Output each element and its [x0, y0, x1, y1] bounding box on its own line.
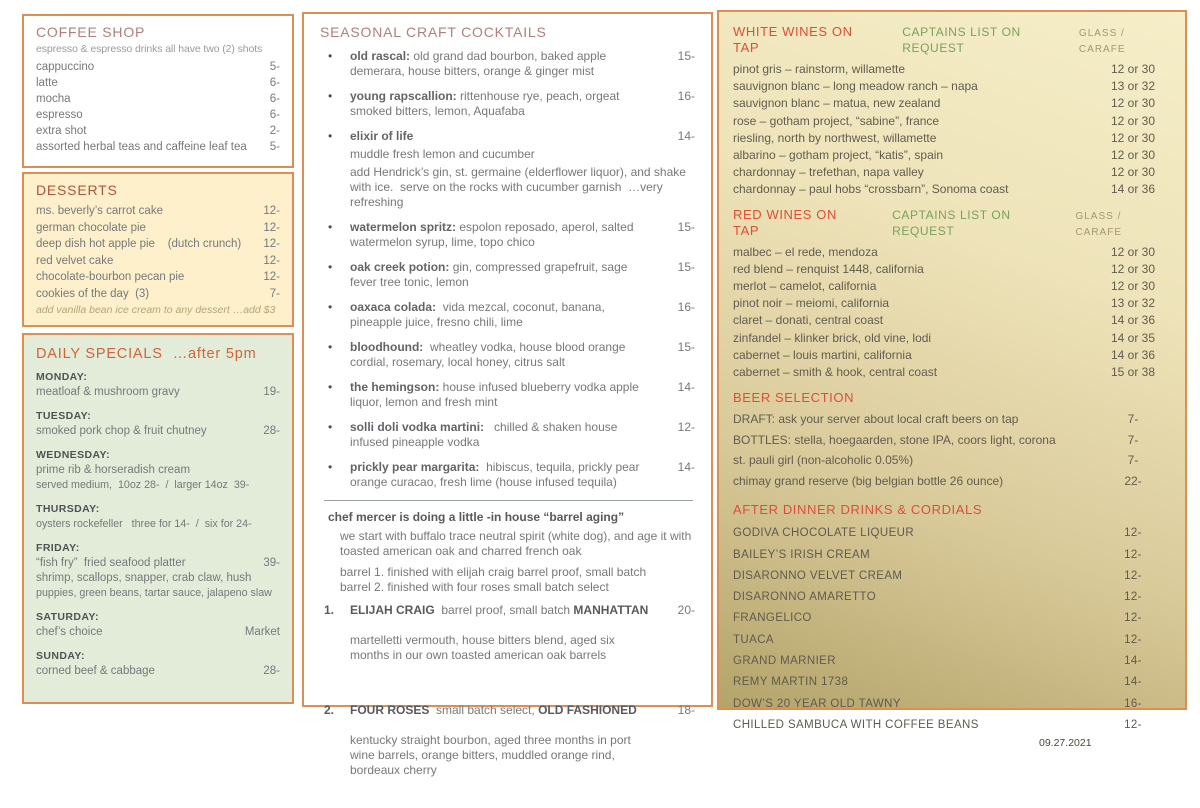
cocktail-text: [350, 460, 655, 490]
item-price: 6-: [269, 109, 280, 121]
day-block-sunday: [36, 649, 280, 679]
wine-row: [733, 364, 1171, 381]
item-name: cookies of the day (3): [36, 287, 150, 300]
cocktail-desc: gin, compressed grapefruit, sage fever tree tonic, lemon: [350, 260, 631, 289]
cocktail-item: [320, 260, 695, 290]
numbered-cocktail: [324, 603, 695, 693]
glass-carafe-columns: GLASS / CARAFE: [1078, 28, 1126, 55]
cocktail-desc: vida mezcal, coconut, banana, pineapple juice, fresno chili, lime: [350, 300, 609, 329]
beer-price: 7-: [1127, 432, 1139, 447]
item-price: 28-: [263, 665, 280, 677]
cocktail-style: MANHATTAN: [573, 603, 649, 617]
item-name: “fish fry” fried seafood platter: [36, 557, 186, 569]
drink-price: 12-: [1124, 718, 1142, 731]
after-dinner-row: [733, 651, 1171, 672]
beer-name: BOTTLES: stella, hoegaarden, stone IPA, coors light, corona: [733, 432, 1056, 447]
wine-row: [733, 95, 1171, 112]
beer-price: 22-: [1124, 473, 1142, 488]
captains-list-note: CAPTAINS LIST ON REQUEST: [902, 25, 1021, 55]
item-name: chocolate-bourbon pecan pie: [36, 271, 185, 283]
drink-price: 12-: [1124, 633, 1142, 646]
drink-price: 12-: [1124, 591, 1142, 604]
red-wines-title: RED WINES ON TAP: [733, 206, 837, 238]
item-price: 19-: [263, 386, 280, 398]
item-name: ms. beverly’s carrot cake: [36, 205, 163, 217]
cocktail-item: [320, 340, 695, 370]
wine-row: [733, 278, 1171, 295]
item-name: red velvet cake: [36, 254, 114, 267]
item-price: 28-: [263, 425, 280, 437]
cocktail-text: [350, 260, 655, 290]
wine-price: 12 or 30: [1110, 165, 1156, 180]
menu-item-row: [36, 220, 280, 237]
drink-name: TUACA: [733, 633, 774, 646]
barrel-line-1: barrel 1. finished with elijah craig barrel proof, small batch: [340, 565, 647, 579]
day-label: TUESDAY:: [36, 410, 92, 422]
cocktail-text: [350, 89, 655, 119]
spirit-mid: small batch select,: [429, 703, 539, 717]
item-number: 2.: [324, 703, 335, 717]
wine-name: chardonnay – trefethan, napa valley: [733, 165, 924, 180]
menu-item-row: [36, 269, 280, 286]
item-name: chef’s choice: [36, 626, 103, 638]
menu-item-row: [36, 625, 280, 640]
item-price: 12-: [263, 238, 280, 250]
day-label: SUNDAY:: [36, 650, 85, 662]
wine-price: 13 or 32: [1110, 296, 1156, 311]
drink-name: REMY MARTIN 1738: [733, 676, 849, 689]
menu-item-row: [36, 664, 280, 679]
item-price: 5-: [269, 61, 280, 73]
drink-price: 14-: [1124, 676, 1142, 689]
item-name: served medium, 10oz 28- / larger 14oz 39-: [36, 479, 250, 491]
cocktail-name: the hemingson:: [350, 380, 440, 394]
after-dinner-row: [733, 715, 1171, 736]
desserts-footnote: add vanilla bean ice cream to any dessert …add $3: [36, 304, 276, 316]
drink-price: 16-: [1124, 697, 1142, 710]
bullet-icon: •: [328, 420, 333, 434]
wine-price: 12 or 30: [1110, 130, 1156, 145]
day-block-saturday: [36, 610, 280, 640]
wine-price: 12 or 30: [1110, 96, 1156, 111]
wine-name: sauvignon blanc – long meadow ranch – napa: [733, 79, 978, 94]
numbered-cocktail-text: [350, 603, 655, 693]
numbered-cocktail: [324, 703, 695, 808]
cocktail-text: [350, 420, 655, 450]
wine-row: [733, 181, 1171, 198]
bullet-icon: •: [328, 89, 333, 103]
drink-name: GRAND MARNIER: [733, 655, 836, 668]
bullet-icon: •: [328, 220, 333, 234]
wine-price: 14 or 36: [1110, 313, 1156, 328]
cocktail-item: [320, 129, 695, 144]
wine-name: cabernet – smith & hook, central coast: [733, 365, 938, 380]
cocktail-text: [350, 129, 655, 144]
item-price: 6-: [269, 93, 280, 105]
after-dinner-row: [733, 630, 1171, 651]
item-price: 5-: [269, 141, 280, 153]
cocktail-name: oak creek potion:: [350, 260, 450, 274]
wine-name: malbec – el rede, mendoza: [733, 244, 878, 259]
wine-price: 12 or 30: [1110, 113, 1156, 128]
menu-item-row: [36, 463, 280, 478]
bullet-icon: •: [328, 260, 333, 274]
day-block-thursday: [36, 502, 280, 532]
item-name: german chocolate pie: [36, 221, 146, 234]
after-dinner-row: [733, 523, 1171, 544]
cocktail-desc: hibiscus, tequila, prickly pear orange curacao, fresh lime (house infused tequila): [350, 460, 643, 489]
glass-carafe-columns: GLASS / CARAFE: [1075, 210, 1122, 238]
item-price: 15-: [677, 340, 695, 354]
cocktail-text: [350, 49, 655, 79]
bullet-icon: •: [328, 129, 333, 143]
drink-price: 12-: [1124, 569, 1142, 582]
spirit-name: FOUR ROSES: [350, 703, 430, 717]
item-price: 16-: [677, 300, 695, 314]
day-block-friday: [36, 541, 280, 601]
cocktail-desc: chilled & shaken house infused pineapple vodka: [350, 420, 621, 449]
section-divider: [324, 500, 693, 501]
cocktail-note: add Hendrick’s gin, st. germaine (elderflower liquor), and shake with ice. serve on the rocks with cucumber garnish …very refreshing: [350, 165, 690, 209]
menu-item-row: [36, 139, 280, 155]
daily-specials-panel: [22, 333, 294, 704]
wine-row: [733, 347, 1171, 364]
item-price: 12-: [263, 271, 280, 283]
item-price: 18-: [677, 703, 695, 717]
white-wines-header: [733, 24, 1171, 58]
item-price: 39-: [263, 557, 280, 569]
item-price: 16-: [677, 89, 695, 103]
cocktail-desc: old grand dad bourbon, baked apple demerara, house bitters, orange & ginger mist: [350, 49, 610, 78]
cocktail-item: [320, 89, 695, 119]
wine-price: 12 or 30: [1110, 279, 1156, 294]
barrel-lines: [320, 565, 695, 595]
day-label: MONDAY:: [36, 371, 88, 383]
item-price: 6-: [269, 77, 280, 89]
menu-item-row: [36, 517, 280, 532]
menu-item-row: [36, 253, 280, 270]
spirit-mid: barrel proof, small batch: [434, 603, 574, 617]
after-dinner-row: [733, 672, 1171, 693]
cocktail-note: muddle fresh lemon and cucumber: [350, 147, 535, 161]
menu-date: 09.27.2021: [1039, 737, 1092, 750]
after-dinner-row: [733, 694, 1171, 715]
wine-name: sauvignon blanc – matua, new zealand: [733, 96, 941, 111]
item-name: mocha: [36, 93, 71, 105]
wine-name: chardonnay – paul hobs “crossbarn”, Sonoma coast: [733, 182, 1009, 197]
wine-name: pinot gris – rainstorm, willamette: [733, 62, 906, 76]
item-name: cappuccino: [36, 61, 95, 73]
item-price: 14-: [677, 129, 695, 143]
cocktail-item: [320, 380, 695, 410]
menu-item-row: [36, 385, 280, 400]
cocktail-name: old rascal:: [350, 49, 411, 63]
drink-price: 12-: [1124, 548, 1142, 561]
beer-name: st. pauli girl (non-alcoholic 0.05%): [733, 453, 914, 468]
cocktail-text: [350, 220, 655, 250]
beer-name: DRAFT: ask your server about local craft beers on tap: [733, 412, 1019, 427]
wine-price: 12 or 30: [1110, 62, 1156, 76]
menu-item-row: [36, 203, 280, 220]
wine-row: [733, 130, 1171, 147]
wine-row: [733, 244, 1171, 261]
drink-name: FRANGELICO: [733, 612, 812, 625]
item-number: 1.: [324, 603, 335, 617]
cocktail-name: prickly pear margarita:: [350, 460, 480, 474]
cocktail-desc: wheatley vodka, house blood orange cordial, rosemary, local honey, citrus salt: [350, 340, 629, 369]
coffee-shop-subtitle: espresso & espresso drinks all have two (2) shots: [36, 43, 263, 55]
drink-name: CHILLED SAMBUCA WITH COFFEE BEANS: [733, 718, 979, 731]
drink-price: 12-: [1124, 612, 1142, 625]
menu-item-row: [36, 478, 280, 493]
coffee-shop-panel: [22, 14, 294, 168]
cocktail-text: [350, 380, 655, 410]
wine-name: zinfandel – klinker brick, old vine, lodi: [733, 330, 932, 345]
after-dinner-row: [733, 545, 1171, 566]
item-price: 12-: [263, 254, 280, 267]
drink-name: BAILEY’S IRISH CREAM: [733, 548, 871, 561]
menu-item-row: [36, 424, 280, 439]
item-price: 2-: [269, 125, 280, 137]
drink-name: DISARONNO VELVET CREAM: [733, 569, 903, 582]
wine-name: claret – donati, central coast: [733, 313, 884, 328]
beer-row: [733, 471, 1171, 492]
wine-name: rose – gotham project, “sabine”, france: [733, 113, 940, 128]
item-price: 12-: [263, 221, 280, 234]
bullet-icon: •: [328, 380, 333, 394]
item-price: Market: [244, 626, 280, 638]
numbered-cocktail-desc: martelletti vermouth, house bitters blend, aged six months in our own toasted american oak barrels: [350, 633, 619, 662]
desserts-title: DESSERTS: [36, 182, 118, 198]
cocktail-name: elixir of life: [350, 129, 414, 143]
beer-row: [733, 430, 1171, 451]
drink-price: 12-: [1124, 527, 1142, 540]
drink-name: DISARONNO AMARETTO: [733, 591, 877, 604]
spacer: [733, 199, 1171, 207]
day-label: SATURDAY:: [36, 611, 99, 623]
item-name: prime rib & horseradish cream: [36, 464, 191, 476]
beer-price: 7-: [1127, 453, 1139, 468]
item-name: puppies, green beans, tartar sauce, jalapeno slaw: [36, 587, 272, 599]
item-name: assorted herbal teas and caffeine leaf tea: [36, 141, 247, 153]
cocktail-item: [320, 220, 695, 250]
cocktail-desc: espolon reposado, aperol, salted watermelon syrup, lime, topo chico: [350, 220, 637, 249]
captains-list-note: CAPTAINS LIST ON REQUEST: [892, 207, 1011, 238]
item-name: smoked pork chop & fruit chutney: [36, 425, 207, 437]
after-dinner-row: [733, 566, 1171, 587]
wine-name: red blend – renquist 1448, california: [733, 261, 924, 276]
item-name: corned beef & cabbage: [36, 665, 155, 677]
wine-name: riesling, north by northwest, willamette: [733, 130, 937, 145]
item-name: latte: [36, 77, 58, 89]
menu-item-row: [36, 75, 280, 91]
item-price: 12-: [677, 420, 695, 434]
menu-item-row: [36, 236, 280, 253]
wine-name: cabernet – louis martini, california: [733, 347, 912, 362]
cocktails-panel: [302, 12, 713, 777]
bullet-icon: •: [328, 340, 333, 354]
item-name: meatloaf & mushroom gravy: [36, 386, 180, 398]
day-block-wednesday: [36, 448, 280, 493]
bullet-icon: •: [328, 460, 333, 474]
item-name: shrimp, scallops, snapper, crab claw, hush: [36, 572, 252, 584]
menu-item-row: [36, 123, 280, 139]
cocktail-name: oaxaca colada:: [350, 300, 437, 314]
bullet-icon: •: [328, 49, 333, 63]
after-dinner-row: [733, 587, 1171, 608]
wine-price: 12 or 30: [1110, 244, 1156, 259]
beer-row: [733, 450, 1171, 471]
wine-row: [733, 330, 1171, 347]
beer-name: chimay grand reserve (big belgian bottle 26 ounce): [733, 473, 1004, 488]
beer-row: [733, 409, 1171, 430]
cocktail-item: [320, 49, 695, 79]
item-price: 15-: [677, 220, 695, 234]
cocktails-title: SEASONAL CRAFT COCKTAILS: [320, 24, 547, 40]
menu-item-row: [36, 91, 280, 107]
day-block-monday: [36, 370, 280, 400]
cocktail-desc: house infused blueberry vodka apple liquor, lemon and fresh mint: [350, 380, 643, 409]
menu-item-row: [36, 286, 280, 303]
drink-price: 14-: [1124, 655, 1142, 668]
day-label: WEDNESDAY:: [36, 449, 111, 461]
wine-price: 14 or 36: [1110, 182, 1156, 197]
wine-row: [733, 312, 1171, 329]
spirit-name: ELIJAH CRAIG: [350, 603, 435, 617]
coffee-shop-title: COFFEE SHOP: [36, 24, 146, 40]
after-dinner-row: [733, 608, 1171, 629]
menu-item-row: [36, 107, 280, 123]
item-price: 14-: [677, 460, 695, 474]
title-text: DAILY SPECIALS: [36, 346, 163, 362]
beer-price: 7-: [1127, 412, 1139, 427]
wine-row: [733, 113, 1171, 130]
cocktail-name: watermelon spritz:: [350, 220, 457, 234]
cocktail-desc: rittenhouse rye, peach, orgeat smoked bitters, lemon, Aquafaba: [350, 89, 623, 118]
barrel-line-2: barrel 2. finished with four roses small batch select: [340, 580, 609, 594]
cocktail-name: young rapscallion:: [350, 89, 457, 103]
item-price: 15-: [677, 260, 695, 274]
menu-item-row: [36, 556, 280, 571]
beer-selection-title: BEER SELECTION: [733, 390, 855, 406]
wine-row: [733, 78, 1171, 95]
item-name: deep dish hot apple pie (dutch crunch): [36, 238, 242, 250]
menu-item-row: [36, 586, 280, 601]
day-label: FRIDAY:: [36, 542, 80, 554]
daily-specials-title: [36, 345, 280, 363]
cocktail-style: OLD FASHIONED: [538, 703, 637, 717]
wine-price: 14 or 35: [1110, 330, 1156, 345]
cocktail-text: [350, 340, 655, 370]
wine-row: [733, 61, 1171, 78]
desserts-panel: [22, 172, 294, 327]
wine-beer-panel: [717, 10, 1187, 750]
item-price: 14-: [677, 380, 695, 394]
wine-row: [733, 147, 1171, 164]
day-block-tuesday: [36, 409, 280, 439]
cocktail-name: bloodhound:: [350, 340, 424, 354]
wine-row: [733, 164, 1171, 181]
drink-name: GODIVA CHOCOLATE LIQUEUR: [733, 527, 915, 540]
wine-row: [733, 295, 1171, 312]
numbered-cocktail-text: [350, 703, 655, 808]
item-price: 15-: [677, 49, 695, 63]
title-suffix: …after 5pm: [172, 346, 257, 362]
wine-price: 14 or 36: [1110, 347, 1156, 362]
menu-item-row: [36, 571, 280, 586]
wine-name: albarino – gotham project, “katis”, spain: [733, 148, 944, 163]
cocktail-item: [320, 300, 695, 330]
drink-name: DOW’S 20 YEAR OLD TAWNY: [733, 697, 901, 710]
cocktail-name: solli doli vodka martini:: [350, 420, 485, 434]
item-price: 12-: [263, 205, 280, 217]
menu-item-row: [36, 59, 280, 75]
wine-price: 12 or 30: [1110, 148, 1156, 163]
wine-price: 12 or 30: [1110, 261, 1156, 276]
after-dinner-title: AFTER DINNER DRINKS & CORDIALS: [733, 502, 983, 518]
item-price: 20-: [677, 603, 695, 617]
item-name: espresso: [36, 109, 83, 121]
bullet-icon: •: [328, 300, 333, 314]
wine-row: [733, 261, 1171, 278]
barrel-aging-heading: chef mercer is doing a little -in house “barrel aging”: [328, 510, 625, 524]
wine-price: 13 or 32: [1110, 79, 1156, 94]
item-price: 7-: [269, 287, 280, 300]
numbered-cocktail-desc: kentucky straight bourbon, aged three months in port wine barrels, orange bitters, muddled orange rind, bordeaux cherry: [350, 733, 635, 777]
wine-name: pinot noir – meiomi, california: [733, 296, 890, 311]
cocktail-text: [350, 300, 655, 330]
cocktail-item: [320, 460, 695, 490]
item-name: oysters rockefeller three for 14- / six for 24-: [36, 518, 252, 530]
wine-price: 15 or 38: [1110, 365, 1156, 380]
cocktail-item: [320, 420, 695, 450]
item-name: extra shot: [36, 125, 87, 137]
red-wines-header: [733, 207, 1171, 241]
barrel-aging-intro: we start with buffalo trace neutral spirit (white dog), and age it with toasted american oak and charred french oak: [340, 529, 692, 558]
white-wines-title: WHITE WINES ON TAP: [733, 24, 853, 55]
day-label: THURSDAY:: [36, 503, 100, 515]
wine-name: merlot – camelot, california: [733, 279, 877, 294]
